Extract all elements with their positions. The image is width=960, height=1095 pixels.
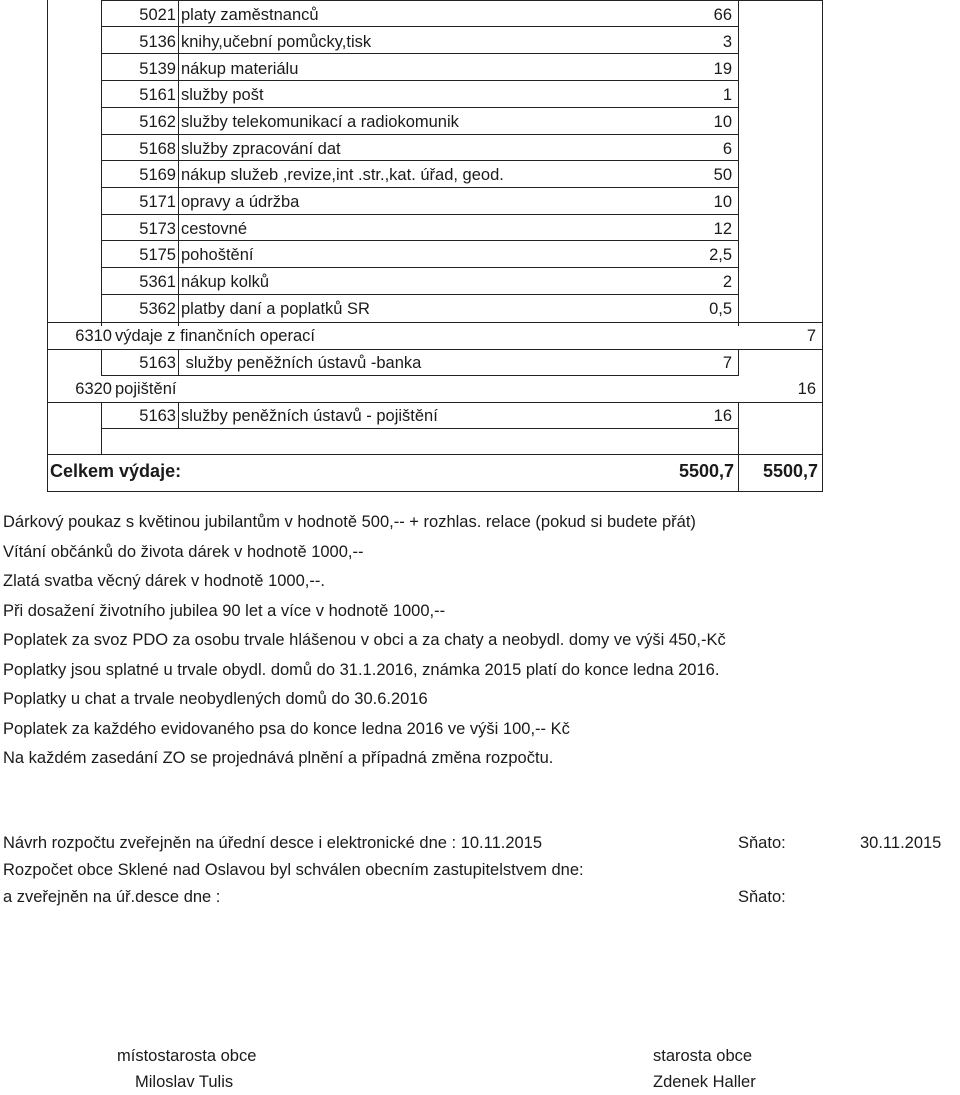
signature-right-name: Zdenek Haller [653, 1073, 756, 1091]
row-code: 5169 [139, 166, 176, 184]
row-text: služby zpracování dat [181, 140, 341, 158]
removed-label: Sňato: [738, 834, 786, 852]
removed-date: 30.11.2015 [860, 834, 942, 852]
row-text: nákup materiálu [181, 60, 299, 78]
note-line: Při dosažení životního jubilea 90 let a více v hodnotě 1000,-- [3, 601, 446, 620]
row-text: pohoštění [181, 246, 254, 264]
row-amount: 19 [713, 60, 732, 78]
section-total: 7 [806, 327, 816, 345]
section-text: výdaje z finančních operací [115, 327, 315, 345]
row-text: služby telekomunikací a radiokomunik [181, 113, 459, 131]
section-code: 6320 [75, 380, 112, 398]
row-code: 5171 [139, 193, 176, 211]
note-line: Dárkový poukaz s květinou jubilantům v hodnotě 500,-- + rozhlas. relace (pokud si budete přát) [3, 513, 696, 531]
row-amount: 7 [722, 354, 732, 372]
section-total: 16 [797, 380, 816, 398]
row-code: 5163 [139, 354, 176, 372]
row-code: 5173 [139, 220, 176, 238]
row-text: platby daní a poplatků SR [181, 300, 370, 318]
row-amount: 10 [713, 193, 732, 211]
note-line: Poplatek za každého evidovaného psa do konce ledna 2016 ve výši 100,-- Kč [3, 719, 570, 738]
note-line: Vítání občánků do života dárek v hodnotě 1000,-- [3, 542, 364, 561]
signature-right-role: starosta obce [653, 1047, 753, 1065]
row-code: 5139 [139, 60, 176, 78]
row-amount: 16 [713, 407, 732, 425]
note-line: Poplatky u chat a trvale neobydlených domů do 30.6.2016 [3, 690, 428, 708]
row-code: 5362 [139, 300, 176, 318]
note-line: Zlatá svatba věcný dárek v hodnotě 1000,--. [3, 572, 325, 590]
row-text: knihy,učební pomůcky,tisk [181, 33, 372, 51]
row-text: nákup služeb ,revize,int .str.,kat. úřad, geod. [181, 166, 504, 184]
row-amount: 2,5 [709, 246, 732, 264]
row-code: 5361 [139, 273, 176, 291]
row-text: služby peněžních ústavů - pojištění [181, 407, 438, 425]
note-line: Na každém zasedání ZO se projednává plnění a případná změna rozpočtu. [3, 749, 554, 767]
row-code: 5162 [139, 113, 176, 131]
published2-label: a zveřejněn na úř.desce dne : [3, 888, 221, 906]
notes-block [3, 508, 958, 774]
row-code: 5161 [139, 86, 176, 104]
total-label: Celkem výdaje: [50, 461, 182, 481]
note-line: Poplatek za svoz PDO za osobu trvale hlášenou v obci a za chaty a neobydl. domy ve výši 450,-Kč [3, 631, 726, 649]
note-line: Poplatky jsou splatné u trvale obydl. domů do 31.1.2016, známka 2015 platí do konce ledna 2016. [3, 660, 720, 679]
row-amount: 66 [713, 6, 732, 24]
row-text: služby pošt [181, 86, 264, 104]
row-amount: 6 [722, 140, 732, 158]
removed-label-2: Sňato: [738, 888, 786, 906]
row-text: opravy a údržba [181, 193, 300, 211]
section-code: 6310 [75, 327, 112, 345]
section-text: pojištění [115, 380, 177, 398]
row-code: 5021 [139, 6, 176, 24]
signature-left-role: místostarosta obce [117, 1047, 257, 1065]
row-amount: 2 [722, 273, 732, 291]
row-text: služby peněžních ústavů -banka [181, 354, 422, 372]
row-amount: 1 [722, 86, 732, 104]
row-code: 5136 [139, 33, 176, 51]
row-text: platy zaměstnanců [181, 6, 319, 24]
row-amount: 0,5 [709, 300, 732, 318]
row-amount: 50 [713, 166, 732, 184]
published-label: Návrh rozpočtu zveřejněn na úřední desce i elektronické dne : 10.11.2015 [3, 834, 543, 852]
grand-total: 5500,7 [762, 461, 818, 481]
row-text: cestovné [181, 220, 248, 238]
signature-left-name: Miloslav Tulis [135, 1073, 234, 1091]
row-code: 5175 [139, 246, 176, 264]
total-amount: 5500,7 [678, 461, 734, 481]
row-code: 5163 [139, 407, 176, 425]
row-code: 5168 [139, 140, 176, 158]
row-amount: 12 [713, 220, 732, 238]
row-amount: 10 [713, 113, 732, 131]
approved-label: Rozpočet obce Sklené nad Oslavou byl schválen obecním zastupitelstvem dne: [3, 861, 584, 879]
row-amount: 3 [722, 33, 732, 51]
row-text: nákup kolků [181, 273, 270, 291]
